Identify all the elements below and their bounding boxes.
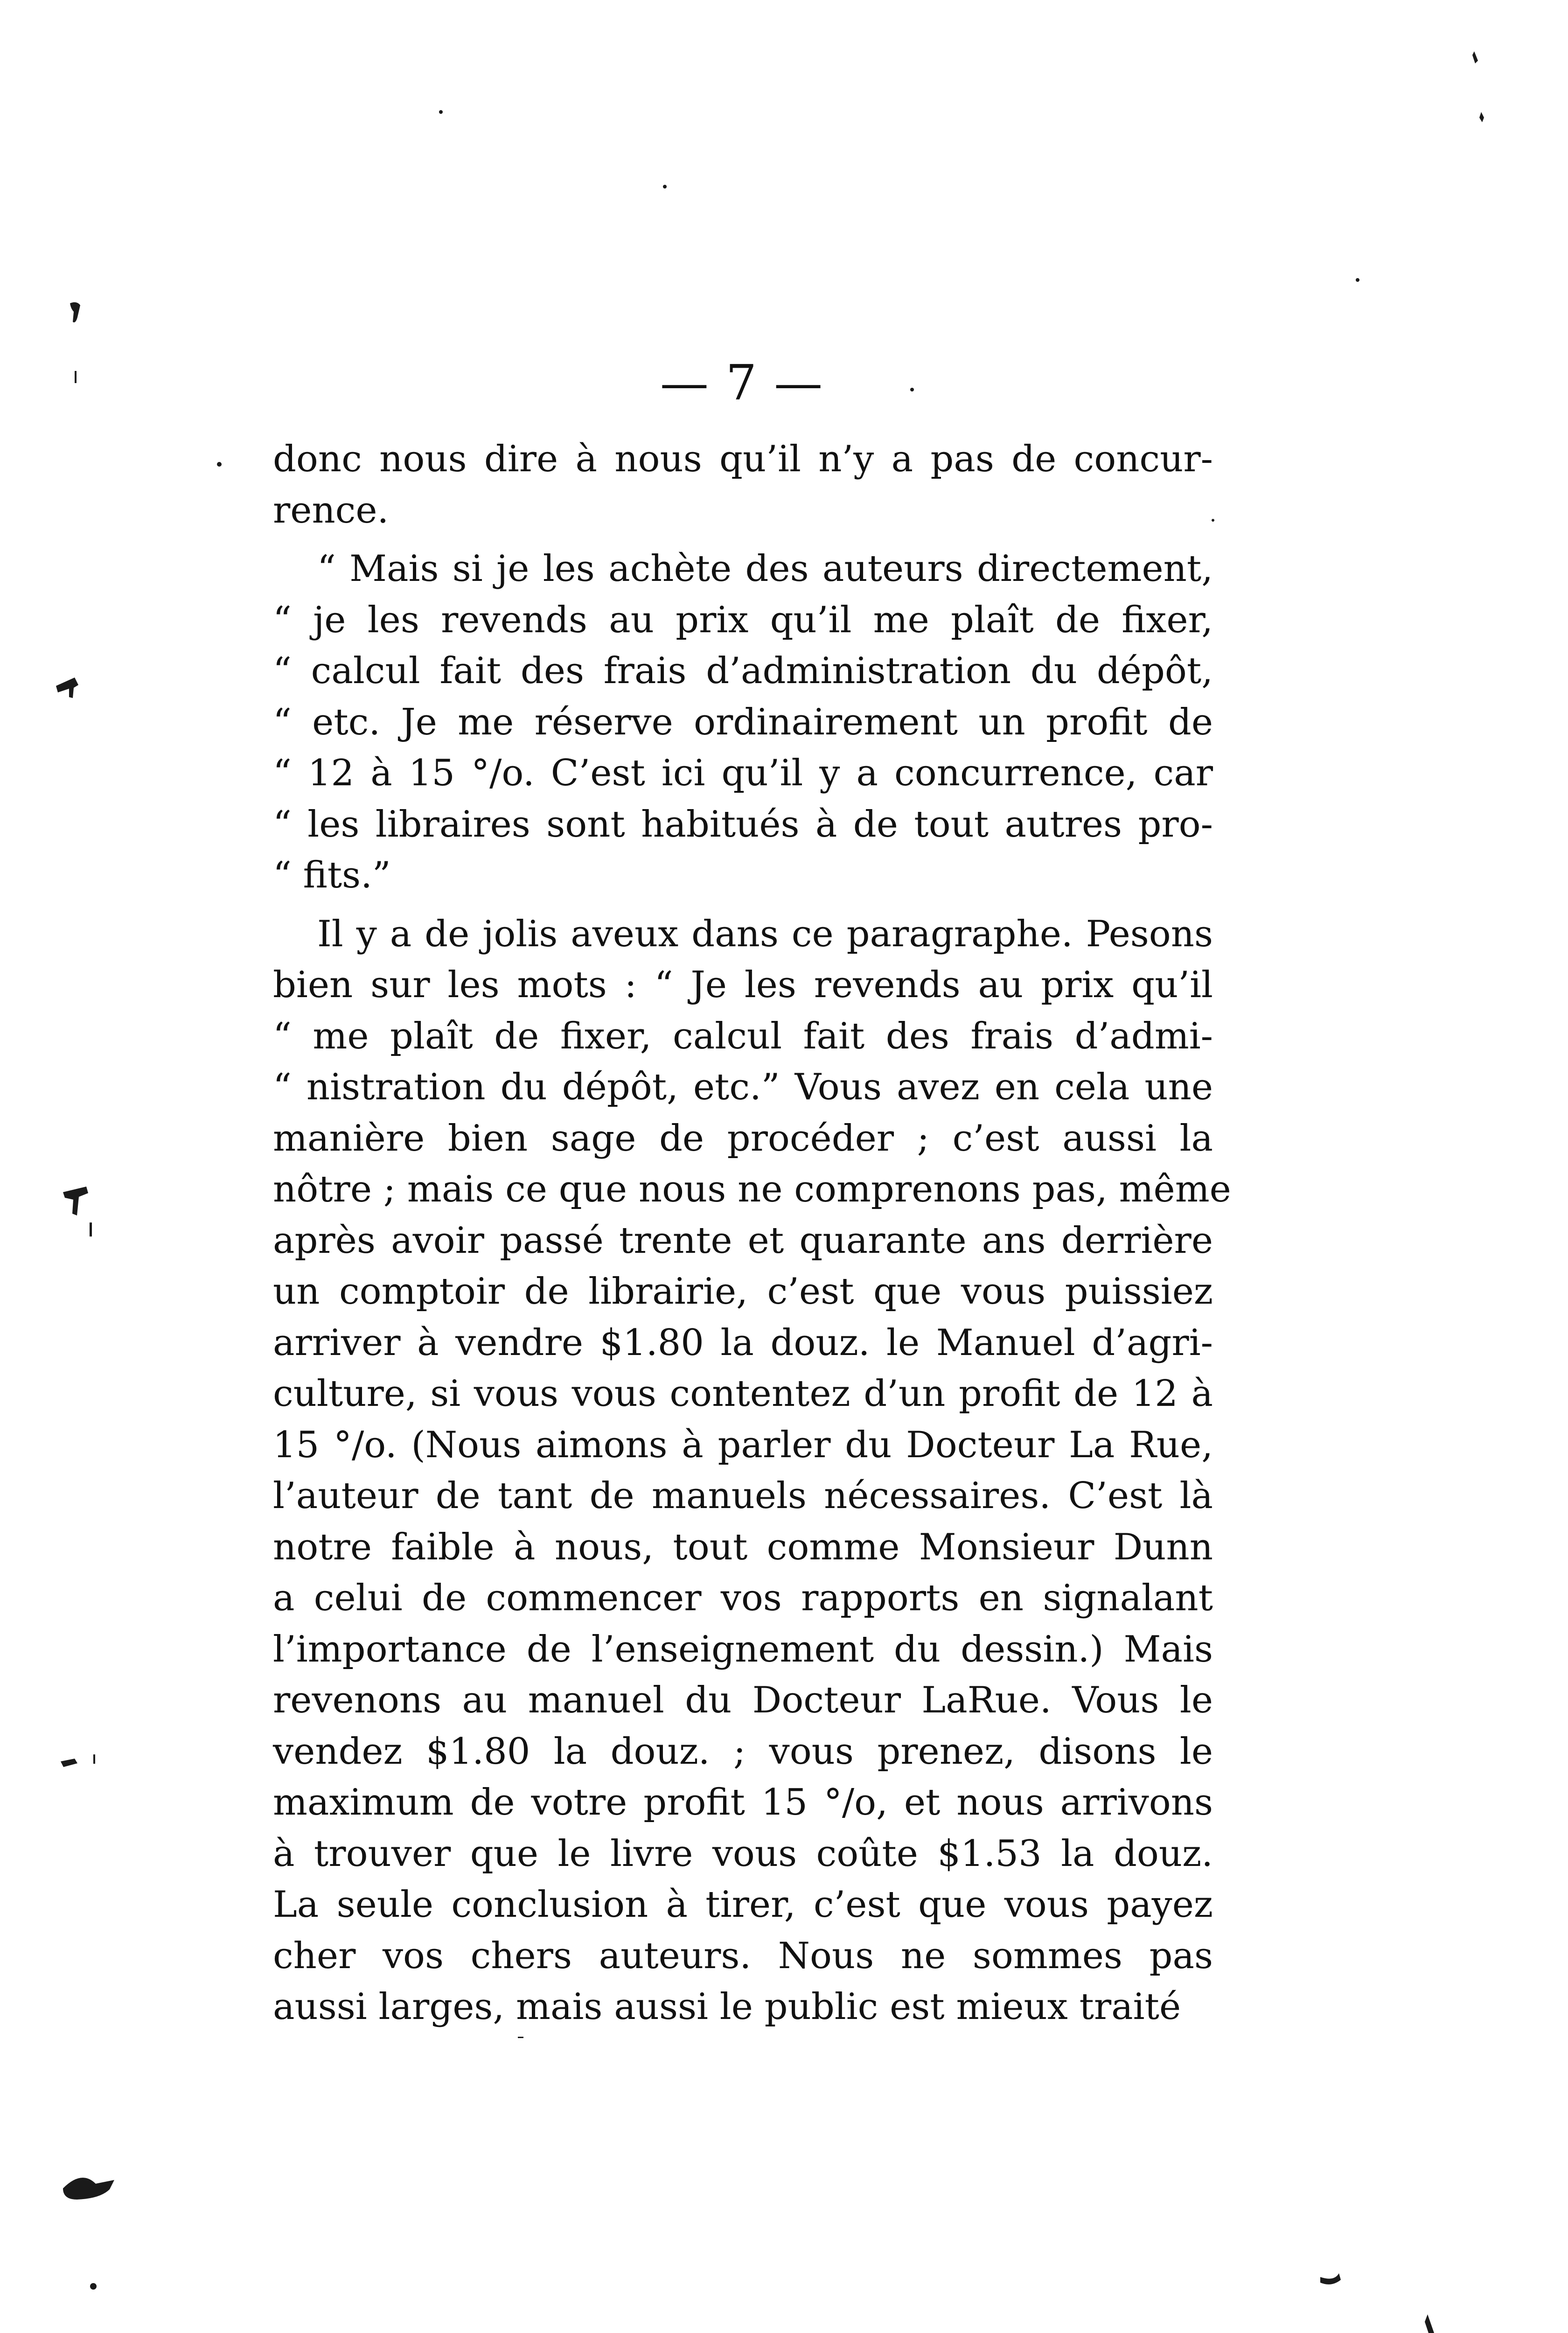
margin-speck (439, 110, 443, 114)
margin-speck (61, 1759, 77, 1767)
margin-speck (1320, 2273, 1341, 2284)
text-line: rence. (273, 489, 389, 531)
text-line: après avoir passé trente et quarante ans derrière (273, 1219, 1213, 1262)
text-line: bien sur les mots : “ Je les revends au prix qu’il (273, 964, 1213, 1006)
margin-speck (1472, 51, 1478, 63)
text-line: “ 12 à 15 °/o. C’est ici qu’il y a concurrence, car (273, 752, 1213, 794)
margin-speck (663, 185, 667, 189)
text-line: a celui de commencer vos rapports en signalant (273, 1577, 1213, 1619)
margin-speck (910, 388, 914, 391)
margin-speck (75, 371, 77, 383)
margin-speck (217, 462, 222, 467)
text-line: 15 °/o. (Nous aimons à parler du Docteur La Rue, (273, 1424, 1213, 1466)
margin-speck (1356, 278, 1359, 282)
text-line: “ me plaît de fixer, calcul fait des frais d’admi- (273, 1015, 1213, 1057)
paragraph-3 (273, 909, 1231, 2033)
margin-speck (70, 302, 80, 322)
text-line: manière bien sage de procéder ; c’est aussi la (273, 1117, 1213, 1160)
text-line: à trouver que le livre vous coûte $1.53 la douz. (273, 1832, 1213, 1875)
text-line: “ calcul fait des frais d’administration du dépôt, (273, 650, 1213, 692)
text-line: Il y a de jolis aveux dans ce paragraphe. Pesons (317, 913, 1213, 955)
text-line: “ nistration du dépôt, etc.” Vous avez en cela une (273, 1066, 1213, 1108)
text-line: l’importance de l’enseignement du dessin.) Mais (273, 1628, 1213, 1670)
text-line: “ les libraires sont habitués à de tout autres pro- (273, 803, 1213, 845)
text-line: “ je les revends au prix qu’il me plaît de fixer, (273, 599, 1213, 641)
text-line: donc nous dire à nous qu’il n’y a pas de concur- (273, 438, 1213, 480)
margin-speck (90, 1222, 92, 1236)
page-number: — 7 — (660, 354, 824, 411)
text-line: arriver à vendre $1.80 la douz. le Manuel d’agri- (273, 1321, 1213, 1364)
paragraph-1 (273, 434, 1213, 536)
margin-speck (93, 1754, 95, 1764)
text-line: notre faible à nous, tout comme Monsieur Dunn (273, 1526, 1213, 1568)
margin-speck (518, 2037, 523, 2038)
margin-speck (63, 1187, 88, 1215)
text-line: vendez $1.80 la douz. ; vous prenez, disons le (273, 1730, 1213, 1773)
margin-speck (90, 2283, 97, 2290)
margin-speck (1425, 2314, 1434, 2333)
text-line: nôtre ; mais ce que nous ne comprenons pas, même (273, 1168, 1231, 1210)
text-line: culture, si vous vous contentez d’un profit de 12 à (273, 1373, 1213, 1415)
text-line: “ fits.” (273, 854, 391, 896)
paragraph-2-quotation (273, 544, 1213, 901)
text-line: l’auteur de tant de manuels nécessaires. C’est là (273, 1475, 1213, 1517)
margin-speck (56, 678, 78, 698)
text-line: “ etc. Je me réserve ordinairement un profit de (273, 701, 1213, 743)
text-line: “ Mais si je les achète des auteurs directement, (317, 548, 1213, 590)
text-line: revenons au manuel du Docteur LaRue. Vous le (273, 1679, 1213, 1721)
margin-speck (1479, 112, 1484, 122)
text-line: La seule conclusion à tirer, c’est que vous payez (273, 1884, 1213, 1926)
body-text (273, 434, 1231, 2033)
margin-speck (63, 2178, 114, 2200)
text-line: aussi larges, mais aussi le public est mieux traité (273, 1986, 1181, 2028)
text-line: maximum de votre profit 15 °/o, et nous arrivons (273, 1781, 1213, 1823)
text-line: cher vos chers auteurs. Nous ne sommes pas (273, 1935, 1213, 1977)
text-line: un comptoir de librairie, c’est que vous puissiez (273, 1271, 1213, 1313)
